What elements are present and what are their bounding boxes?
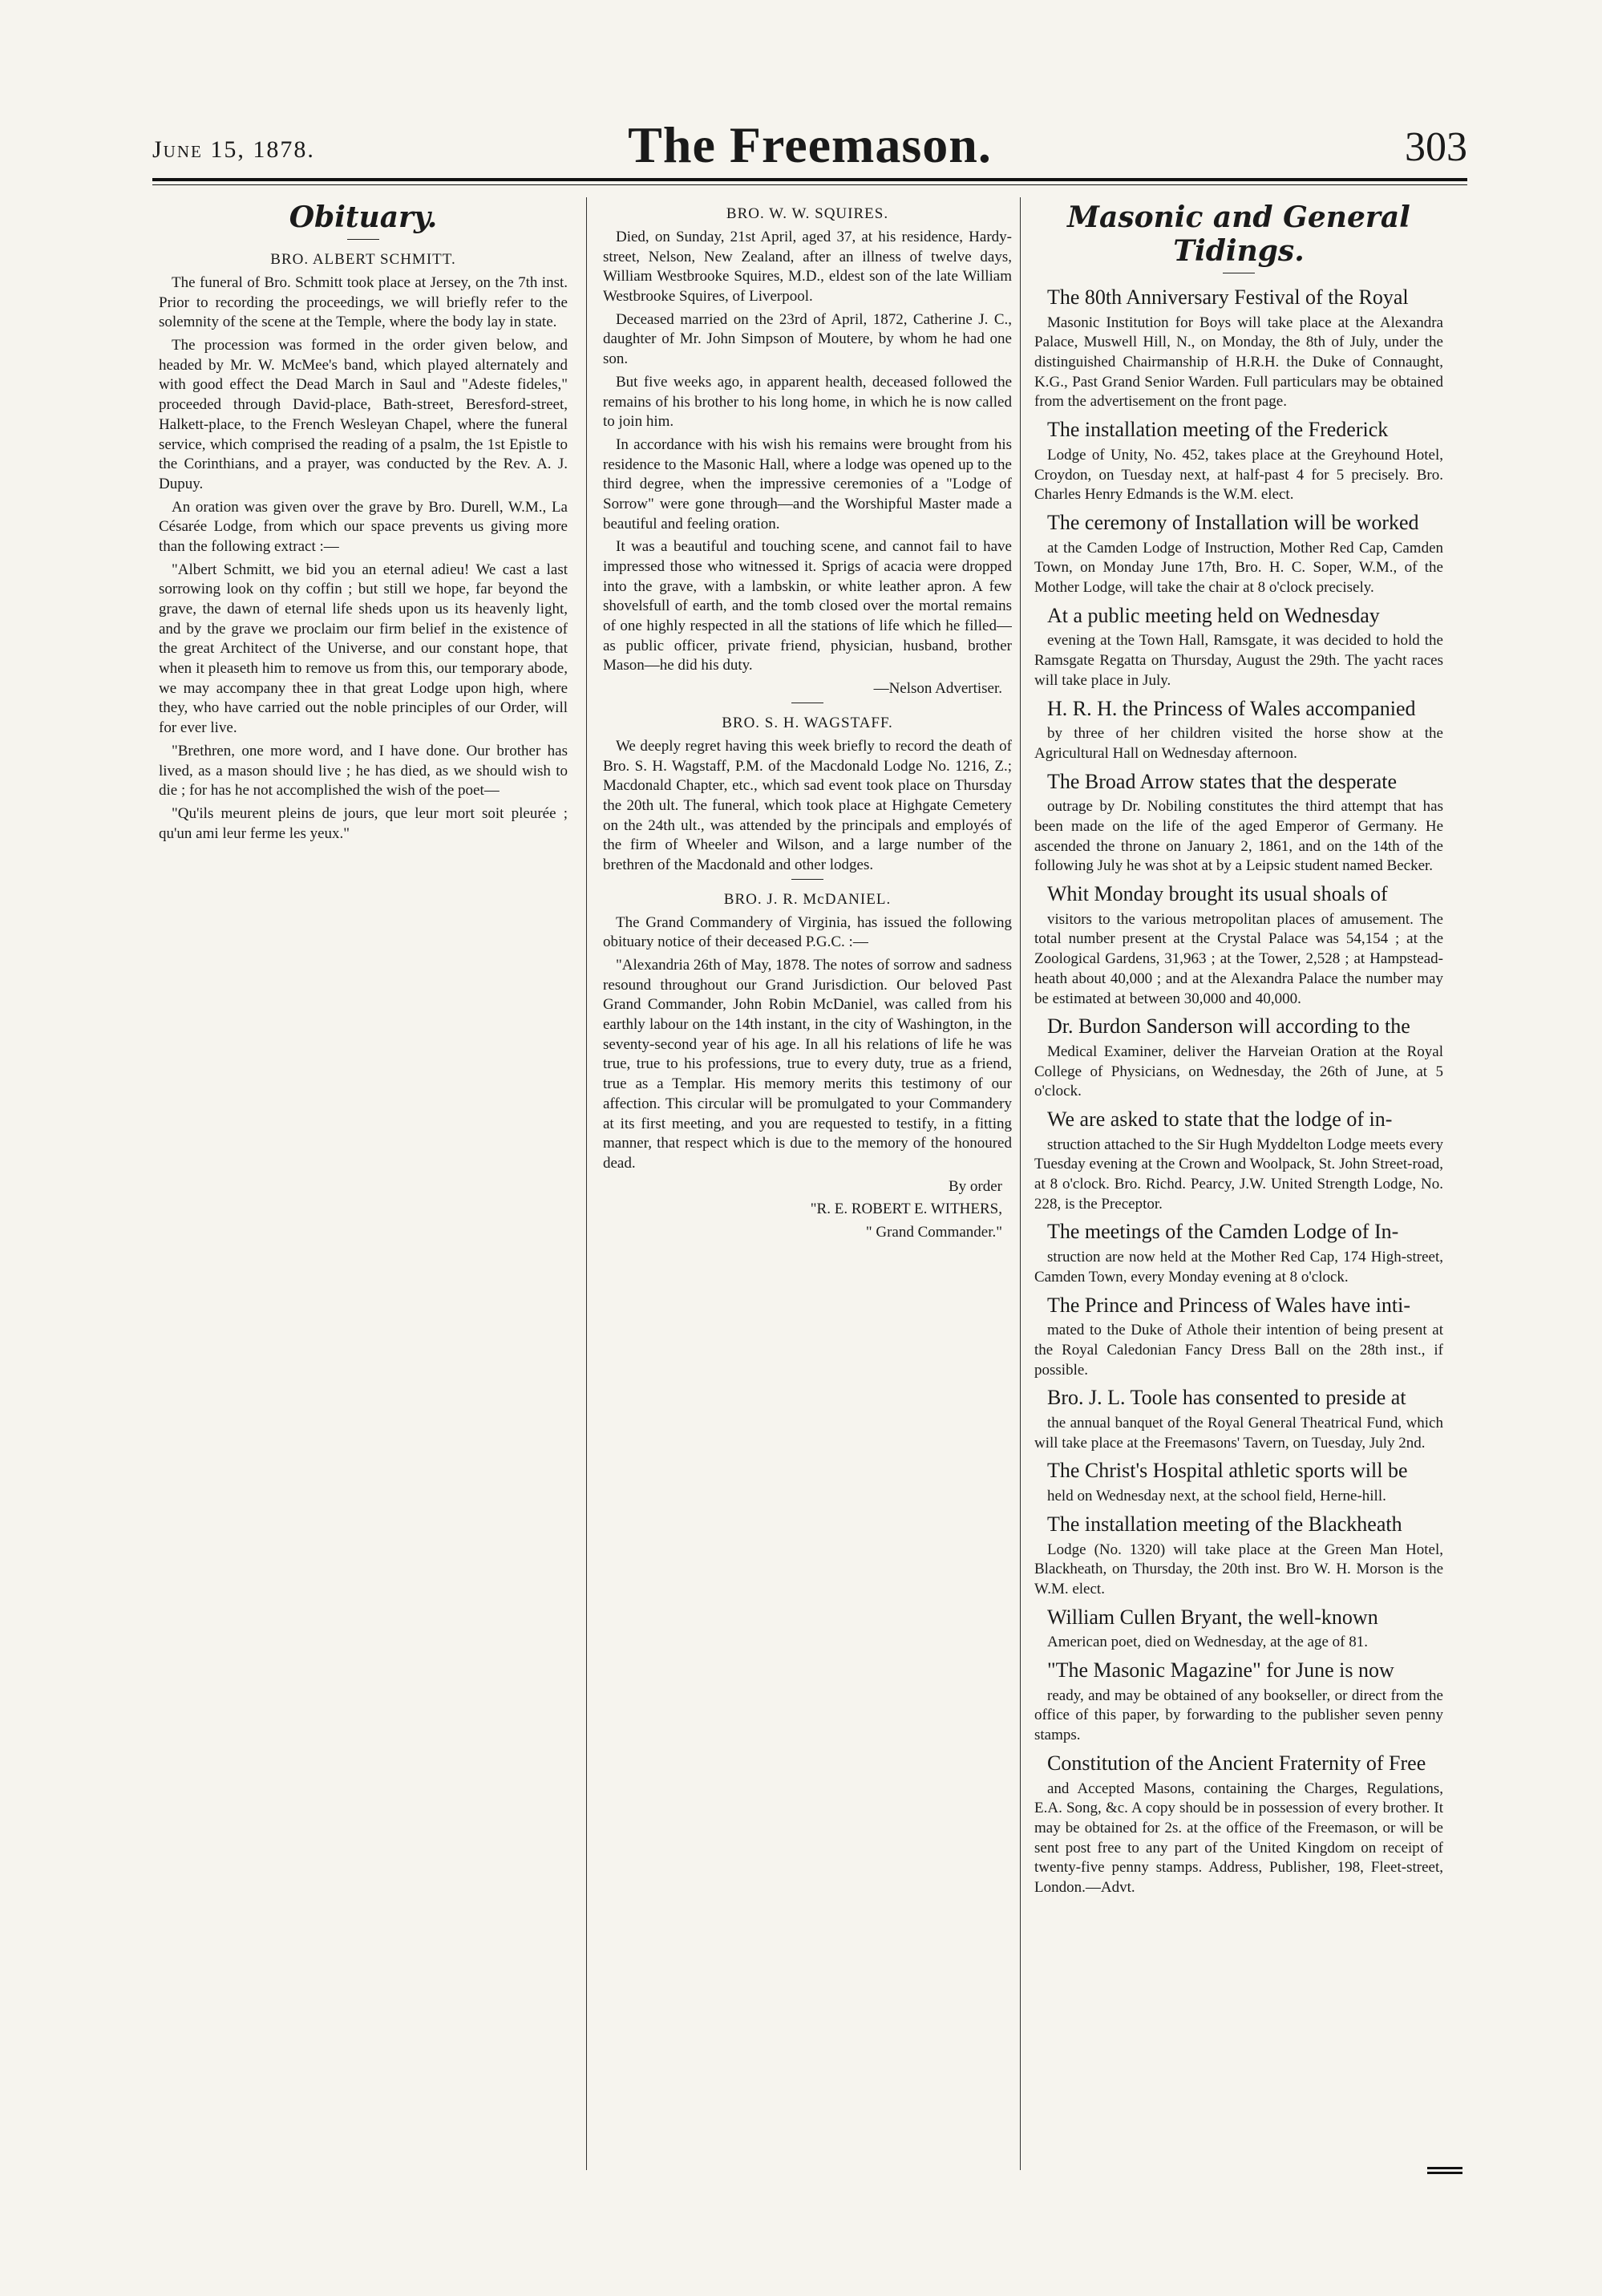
end-mark-ornament: [1427, 2167, 1462, 2177]
tidings-item-text: struction are now held at the Mother Red Cap, 174 High-street, Camden Town, every Monday evening at 8 o'clock.: [1034, 1249, 1443, 1286]
tidings-item-text: and Accepted Masons, containing the Charges, Regulations, E.A. Song, &c. A copy should be in possession of every brother. It may be obtained for 2s. at the office of the Freemason, or will be sent post free to any part of the United Kingdom on receipt of twenty-five penny stamps. Address, Publisher, 198, Fleet-street, London.—Advt.: [1034, 1780, 1443, 1896]
tidings-item-lead: The installation meeting of the Blackheath: [1047, 1512, 1402, 1536]
column-divider: [1020, 197, 1021, 2170]
wagstaff-title: BRO. S. H. WAGSTAFF.: [722, 714, 893, 731]
schmitt-paragraph: "Qu'ils meurent pleins de jours, que leur mort soit pleurée ; qu'un ami leur ferme les yeux.": [159, 804, 568, 842]
squires-paragraph: In accordance with his wish his remains were brought from his residence to the Masonic Hall, where a lodge was opened up to the third degree, when the impressive ceremonies of a "Lodge of Sorrow" were gone through—and the Worshipful Master made a beautiful and feeling oration.: [603, 435, 1012, 532]
tidings-item-lead: The meetings of the Camden Lodge of In-: [1047, 1220, 1399, 1244]
squires-paragraph: Died, on Sunday, 21st April, aged 37, at his residence, Hardy-street, Nelson, New Zealand, after an illness of twelve days, William Westbrooke Squires, M.D., eldest son of the late William Westbrooke Squires, of Liverpool.: [603, 229, 1012, 306]
tidings-item-text: Lodge (No. 1320) will take place at the Green Man Hotel, Blackheath, on Thursday, the 20th inst. Bro W. H. Morson is the W.M. elect.: [1034, 1541, 1443, 1597]
tidings-item-text: held on Wednesday next, at the school field, Herne-hill.: [1047, 1488, 1386, 1505]
mcdaniel-paragraph: "Alexandria 26th of May, 1878. The notes of sorrow and sadness resound throughout our Grand Jurisdiction. Our beloved Past Grand Commander, John Robin McDaniel, was called from his earthly labour on the 14th instant, in the city of Washington, in the seventy-second year of his age. In all his relations of life he was true, true to his professions, true to every duty, true as a friend, true as a Templar. His memory merits this testimony of our affection. This circular will be promulgated to your Commandery at its first meeting, and you are requested to testify, in a fitting manner, that respect which is due to the memory of the honoured dead.: [603, 957, 1012, 1172]
tidings-item-text: visitors to the various metropolitan places of amusement. The total number present at the Crystal Palace was 54,154 ; at the Zoological Gardens, 31,963 ; at the Tower, 2,528 ; at Hampstead-heath about 40,000 ; and at the Alexandra Palace the number may be estimated at between 30,000 and 40,000.: [1034, 910, 1443, 1007]
masthead-rule: [152, 178, 1467, 181]
tidings-item-text: Masonic Institution for Boys will take place at the Alexandra Palace, Muswell Hill, N., on Monday, the 8th of July, under the distinguished Chairmanship of H.R.H. the Duke of Connaught, K.G., Past Grand Senior Warden. Full particulars may be obtained from the advertisement on the front page.: [1034, 314, 1443, 411]
tidings-list: [1034, 285, 1443, 1898]
squires-paragraph: Deceased married on the 23rd of April, 1872, Catherine J. C., daughter of Mr. John Simpson of Moutere, by whom he had one son.: [603, 310, 1012, 368]
schmitt-title: BRO. ALBERT SCHMITT.: [270, 251, 456, 268]
squires-paragraph: But five weeks ago, in apparent health, deceased followed the remains of his brother to his long home, in which he is now called to join him.: [603, 373, 1012, 431]
schmitt-paragraph: The procession was formed in the order given below, and headed by Mr. W. McMee's band, which played alternately and with good effect the Dead March in Saul and "Adeste fideles," proceeded through David-place, Bath-street, Beresford-street, Halkett-place, to the French Wesleyan Chapel, where the funeral service, which comprised the reading of a psalm, the 1st Epistle to the Corinthians, and a prayer, was conducted by the Rev. A. J. Dupuy.: [159, 337, 568, 492]
mcdaniel-paragraph: The Grand Commandery of Virginia, has issued the following obituary notice of their deceased P.G.C. :—: [603, 913, 1012, 951]
tidings-item-lead: Constitution of the Ancient Fraternity of Free: [1047, 1751, 1426, 1775]
tidings-item-text: outrage by Dr. Nobiling constitutes the third attempt that has been made on the life of the aged Emperor of Germany. He ascended the throne on January 2, 1861, and on the 14th of the following July he was shot at by a Leipsic student named Becker.: [1034, 798, 1443, 875]
wagstaff-paragraph: We deeply regret having this week briefly to record the death of Bro. S. H. Wagstaff, P.M. of the Macdonald Lodge No. 1216, Z.; Macdonald Chapter, etc., which sad event took place on Thursday the 20th ult. The funeral, which took place at Highgate Cemetery on the 24th ult., was attended by the principals and employés of the firm of Wheeler and Wilson, and a large number of the brethren of the Macdonald and other lodges.: [603, 737, 1012, 873]
schmitt-paragraph: "Brethren, one more word, and I have done. Our brother has lived, as a mason should live ; he has died, as we should wish to die ; for has he not accomplished the wish of the poet—: [159, 742, 568, 800]
tidings-item-lead: "The Masonic Magazine" for June is now: [1047, 1658, 1394, 1683]
tidings-item-lead: Bro. J. L. Toole has consented to preside at: [1047, 1386, 1406, 1410]
tidings-item-text: struction attached to the Sir Hugh Myddelton Lodge meets every Tuesday evening at the Crown and Woolpack, St. John Street-road, at 8 o'clock. Bro. Richd. Pearcy, J.W. United Strength Lodge, No. 228, is the Preceptor.: [1034, 1136, 1443, 1213]
mcdaniel-signoff-line: By order: [948, 1177, 1002, 1195]
tidings-item-lead: The Christ's Hospital athletic sports will be: [1047, 1459, 1408, 1483]
tidings-item-lead: H. R. H. the Princess of Wales accompanied: [1047, 696, 1416, 720]
tidings-item-lead: Whit Monday brought its usual shoals of: [1047, 882, 1388, 906]
tidings-item-text: evening at the Town Hall, Ramsgate, it was decided to hold the Ramsgate Regatta on Thursday, August the 29th. The yacht races will take place in July.: [1034, 632, 1443, 689]
schmitt-paragraph: "Albert Schmitt, we bid you an eternal adieu! We cast a last sorrowing look on thy coffin ; but still we hope, far beyond the grave, the dawn of eternal life sheds upon us its heavenly light, and by the grave we proclaim our firm belief in the existence of the great Architect of the Universe, and our constant hope, that when it pleaseth him to remove us from this, our temporary abode, we may accompany thee in that great Lodge upon high, where they, who have carried out the noble principles of our Order, will for ever live.: [159, 561, 568, 737]
schmitt-paragraph: An oration was given over the grave by Bro. Durell, W.M., La Césarée Lodge, from which our space prevents us giving more than the following extract :—: [159, 498, 568, 555]
tidings-item-text: the annual banquet of the Royal General Theatrical Fund, which will take place at the Freemasons' Tavern, on Tuesday, July 2nd.: [1034, 1415, 1443, 1452]
tidings-item-text: at the Camden Lodge of Instruction, Mother Red Cap, Camden Town, on Monday June 17th, Bro. H. C. Soper, W.M., of the Mother Lodge, will take the chair at 8 o'clock precisely.: [1034, 539, 1443, 597]
tidings-item-lead: The installation meeting of the Frederick: [1047, 418, 1389, 442]
tidings-item-lead: Dr. Burdon Sanderson will according to the: [1047, 1014, 1410, 1039]
mcdaniel-signoff-line: " Grand Commander.": [865, 1223, 1002, 1241]
tidings-item-text: ready, and may be obtained of any bookseller, or direct from the office of this paper, by forwarding to the publisher seven penny stamps.: [1034, 1687, 1443, 1744]
tidings-item-lead: The ceremony of Installation will be worked: [1047, 510, 1419, 534]
tidings-item-lead: The 80th Anniversary Festival of the Royal: [1047, 285, 1409, 309]
tidings-item-text: American poet, died on Wednesday, at the age of 81.: [1047, 1634, 1368, 1651]
tidings-item-lead: We are asked to state that the lodge of in-: [1047, 1108, 1393, 1131]
squires-source: —Nelson Advertiser.: [873, 680, 1002, 698]
masthead-rule-thin: [152, 184, 1467, 185]
tidings-item-text: Lodge of Unity, No. 452, takes place at the Greyhound Hotel, Croydon, on Tuesday next, at half-past 4 for 5 precisely. Bro. Charles Henry Edmands is the W.M. elect.: [1034, 446, 1443, 504]
column-right: [1034, 197, 1443, 2170]
tidings-item-text: by three of her children visited the horse show at the Agricultural Hall on Wednesday afternoon.: [1034, 725, 1443, 762]
masthead: [152, 116, 1467, 175]
newspaper-title: The Freemason.: [628, 116, 992, 173]
mcdaniel-title: BRO. J. R. McDANIEL.: [723, 890, 892, 908]
column-divider: [586, 197, 587, 2170]
story-rule: [791, 879, 823, 880]
column-middle: [603, 197, 1012, 2170]
tidings-item-lead: The Prince and Princess of Wales have inti-: [1047, 1293, 1411, 1317]
heading-rule: [347, 239, 379, 240]
schmitt-paragraph: The funeral of Bro. Schmitt took place at Jersey, on the 7th inst. Prior to recording the proceedings, we will briefly refer to the solemnity of the scene at the Temple, where the body lay in state.: [159, 274, 568, 331]
tidings-item-lead: At a public meeting held on Wednesday: [1047, 603, 1380, 627]
tidings-item-lead: The Broad Arrow states that the desperate: [1047, 769, 1398, 793]
column-left: [159, 197, 568, 2170]
tidings-item-lead: William Cullen Bryant, the well-known: [1047, 1605, 1378, 1629]
page-number: 303: [1405, 124, 1467, 170]
issue-date: June 15, 1878.: [152, 136, 315, 163]
tidings-item-text: mated to the Duke of Athole their intention of being present at the Royal Caledonian Fancy Dress Ball on the 28th inst., if possible.: [1034, 1322, 1443, 1379]
mcdaniel-signoff-line: "R. E. ROBERT E. WITHERS,: [810, 1201, 1002, 1218]
tidings-item-text: Medical Examiner, deliver the Harveian Oration at the Royal College of Physicians, on Wednesday, the 26th of June, at 5 o'clock.: [1034, 1043, 1443, 1100]
tidings-heading: Masonic and General Tidings.: [1067, 200, 1410, 268]
obituary-heading: Obituary.: [289, 200, 438, 234]
squires-title: BRO. W. W. SQUIRES.: [726, 205, 889, 222]
squires-paragraph: It was a beautiful and touching scene, and cannot fail to have impressed those who witnessed it. Sprigs of acacia were dropped into the grave, with a lambskin, or white leather apron. A few shovelsfull of earth, and the tomb closed over the mortal remains of one highly respected in all the stations of life which he filled—as public officer, private friend, physician, husband, brother Mason—he did his duty.: [603, 538, 1012, 674]
